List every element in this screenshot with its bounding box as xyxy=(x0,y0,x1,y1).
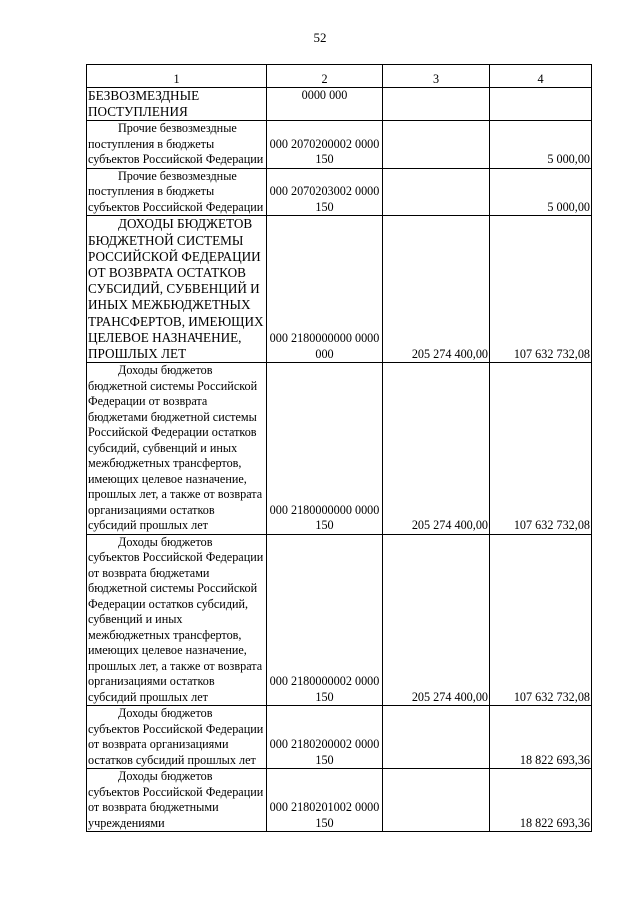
column-header: 1 xyxy=(87,65,267,88)
row-code: 000 2180000000 0000 150 xyxy=(267,363,383,535)
budget-table xyxy=(86,64,592,832)
table-row xyxy=(87,88,592,121)
row-col3: 205 274 400,00 xyxy=(383,534,490,706)
row-code: 000 2180200002 0000 150 xyxy=(267,706,383,769)
row-col3: 205 274 400,00 xyxy=(383,216,490,363)
row-code: 000 2180000000 0000 000 xyxy=(267,216,383,363)
row-name xyxy=(87,363,267,535)
table-header-row xyxy=(87,65,592,88)
row-name xyxy=(87,121,267,169)
row-name xyxy=(87,534,267,706)
page-number: 52 xyxy=(313,30,327,45)
row-name-text: Доходы бюджетов субъектов Российской Федерации от возврата бюджетами бюджетной системы Российской Федерации остатков субсидий, субвенций и иных межбюджетных трансфертов, имеющих целевое назначение, прошлых лет, а также от возврата организациями остатков субсидий прошлых лет xyxy=(88,534,264,704)
table-row xyxy=(87,706,592,769)
row-code: 0000 000 xyxy=(267,88,383,121)
table-row xyxy=(87,121,592,169)
column-header: 2 xyxy=(267,65,383,88)
row-code: 000 2070203002 0000 150 xyxy=(267,168,383,216)
row-name-text: Прочие безвозмездные поступления в бюджеты субъектов Российской Федерации xyxy=(88,168,264,214)
row-col4: 107 632 732,08 xyxy=(490,534,592,706)
table-row xyxy=(87,168,592,216)
row-name xyxy=(87,706,267,769)
row-name xyxy=(87,168,267,216)
row-col4: 107 632 732,08 xyxy=(490,216,592,363)
row-col3 xyxy=(383,88,490,121)
row-name xyxy=(87,769,267,832)
row-col4: 107 632 732,08 xyxy=(490,363,592,535)
row-name-text: Прочие безвозмездные поступления в бюджеты субъектов Российской Федерации xyxy=(88,121,264,167)
row-col3 xyxy=(383,121,490,169)
row-code: 000 2070200002 0000 150 xyxy=(267,121,383,169)
row-name-text: Доходы бюджетов субъектов Российской Федерации от возврата бюджетными учреждениями xyxy=(88,769,264,830)
row-name: БЕЗВОЗМЕЗДНЫЕ ПОСТУПЛЕНИЯ xyxy=(87,88,267,121)
row-col4: 18 822 693,36 xyxy=(490,706,592,769)
row-col4: 5 000,00 xyxy=(490,168,592,216)
row-name-text: ДОХОДЫ БЮДЖЕТОВ БЮДЖЕТНОЙ СИСТЕМЫ РОССИЙСКОЙ ФЕДЕРАЦИИ ОТ ВОЗВРАТА ОСТАТКОВ СУБСИДИЙ, СУБВЕНЦИЙ И ИНЫХ МЕЖБЮДЖЕТНЫХ ТРАНСФЕРТОВ, ИМЕЮЩИХ ЦЕЛЕВОЕ НАЗНАЧЕНИЕ, ПРОШЛЫХ ЛЕТ xyxy=(88,216,264,362)
table-row xyxy=(87,769,592,832)
table-row xyxy=(87,534,592,706)
row-col3: 205 274 400,00 xyxy=(383,363,490,535)
row-col4: 5 000,00 xyxy=(490,121,592,169)
row-code: 000 2180000002 0000 150 xyxy=(267,534,383,706)
row-col4: 18 822 693,36 xyxy=(490,769,592,832)
row-name-text: Доходы бюджетов бюджетной системы Российской Федерации от возврата бюджетами бюджетной системы Российской Федерации остатков субсидий, субвенций и иных межбюджетных трансфертов, имеющих целевое назначение, прошлых лет, а также от возврата организациями остатков субсидий прошлых лет xyxy=(88,363,263,533)
row-col3 xyxy=(383,769,490,832)
column-header: 4 xyxy=(490,65,592,88)
column-header: 3 xyxy=(383,65,490,88)
row-col4 xyxy=(490,88,592,121)
row-name xyxy=(87,216,267,363)
row-col3 xyxy=(383,706,490,769)
row-code: 000 2180201002 0000 150 xyxy=(267,769,383,832)
table-row xyxy=(87,363,592,535)
row-name-text: Доходы бюджетов субъектов Российской Федерации от возврата организациями остатков субсидий прошлых лет xyxy=(88,706,264,767)
table-row xyxy=(87,216,592,363)
row-col3 xyxy=(383,168,490,216)
